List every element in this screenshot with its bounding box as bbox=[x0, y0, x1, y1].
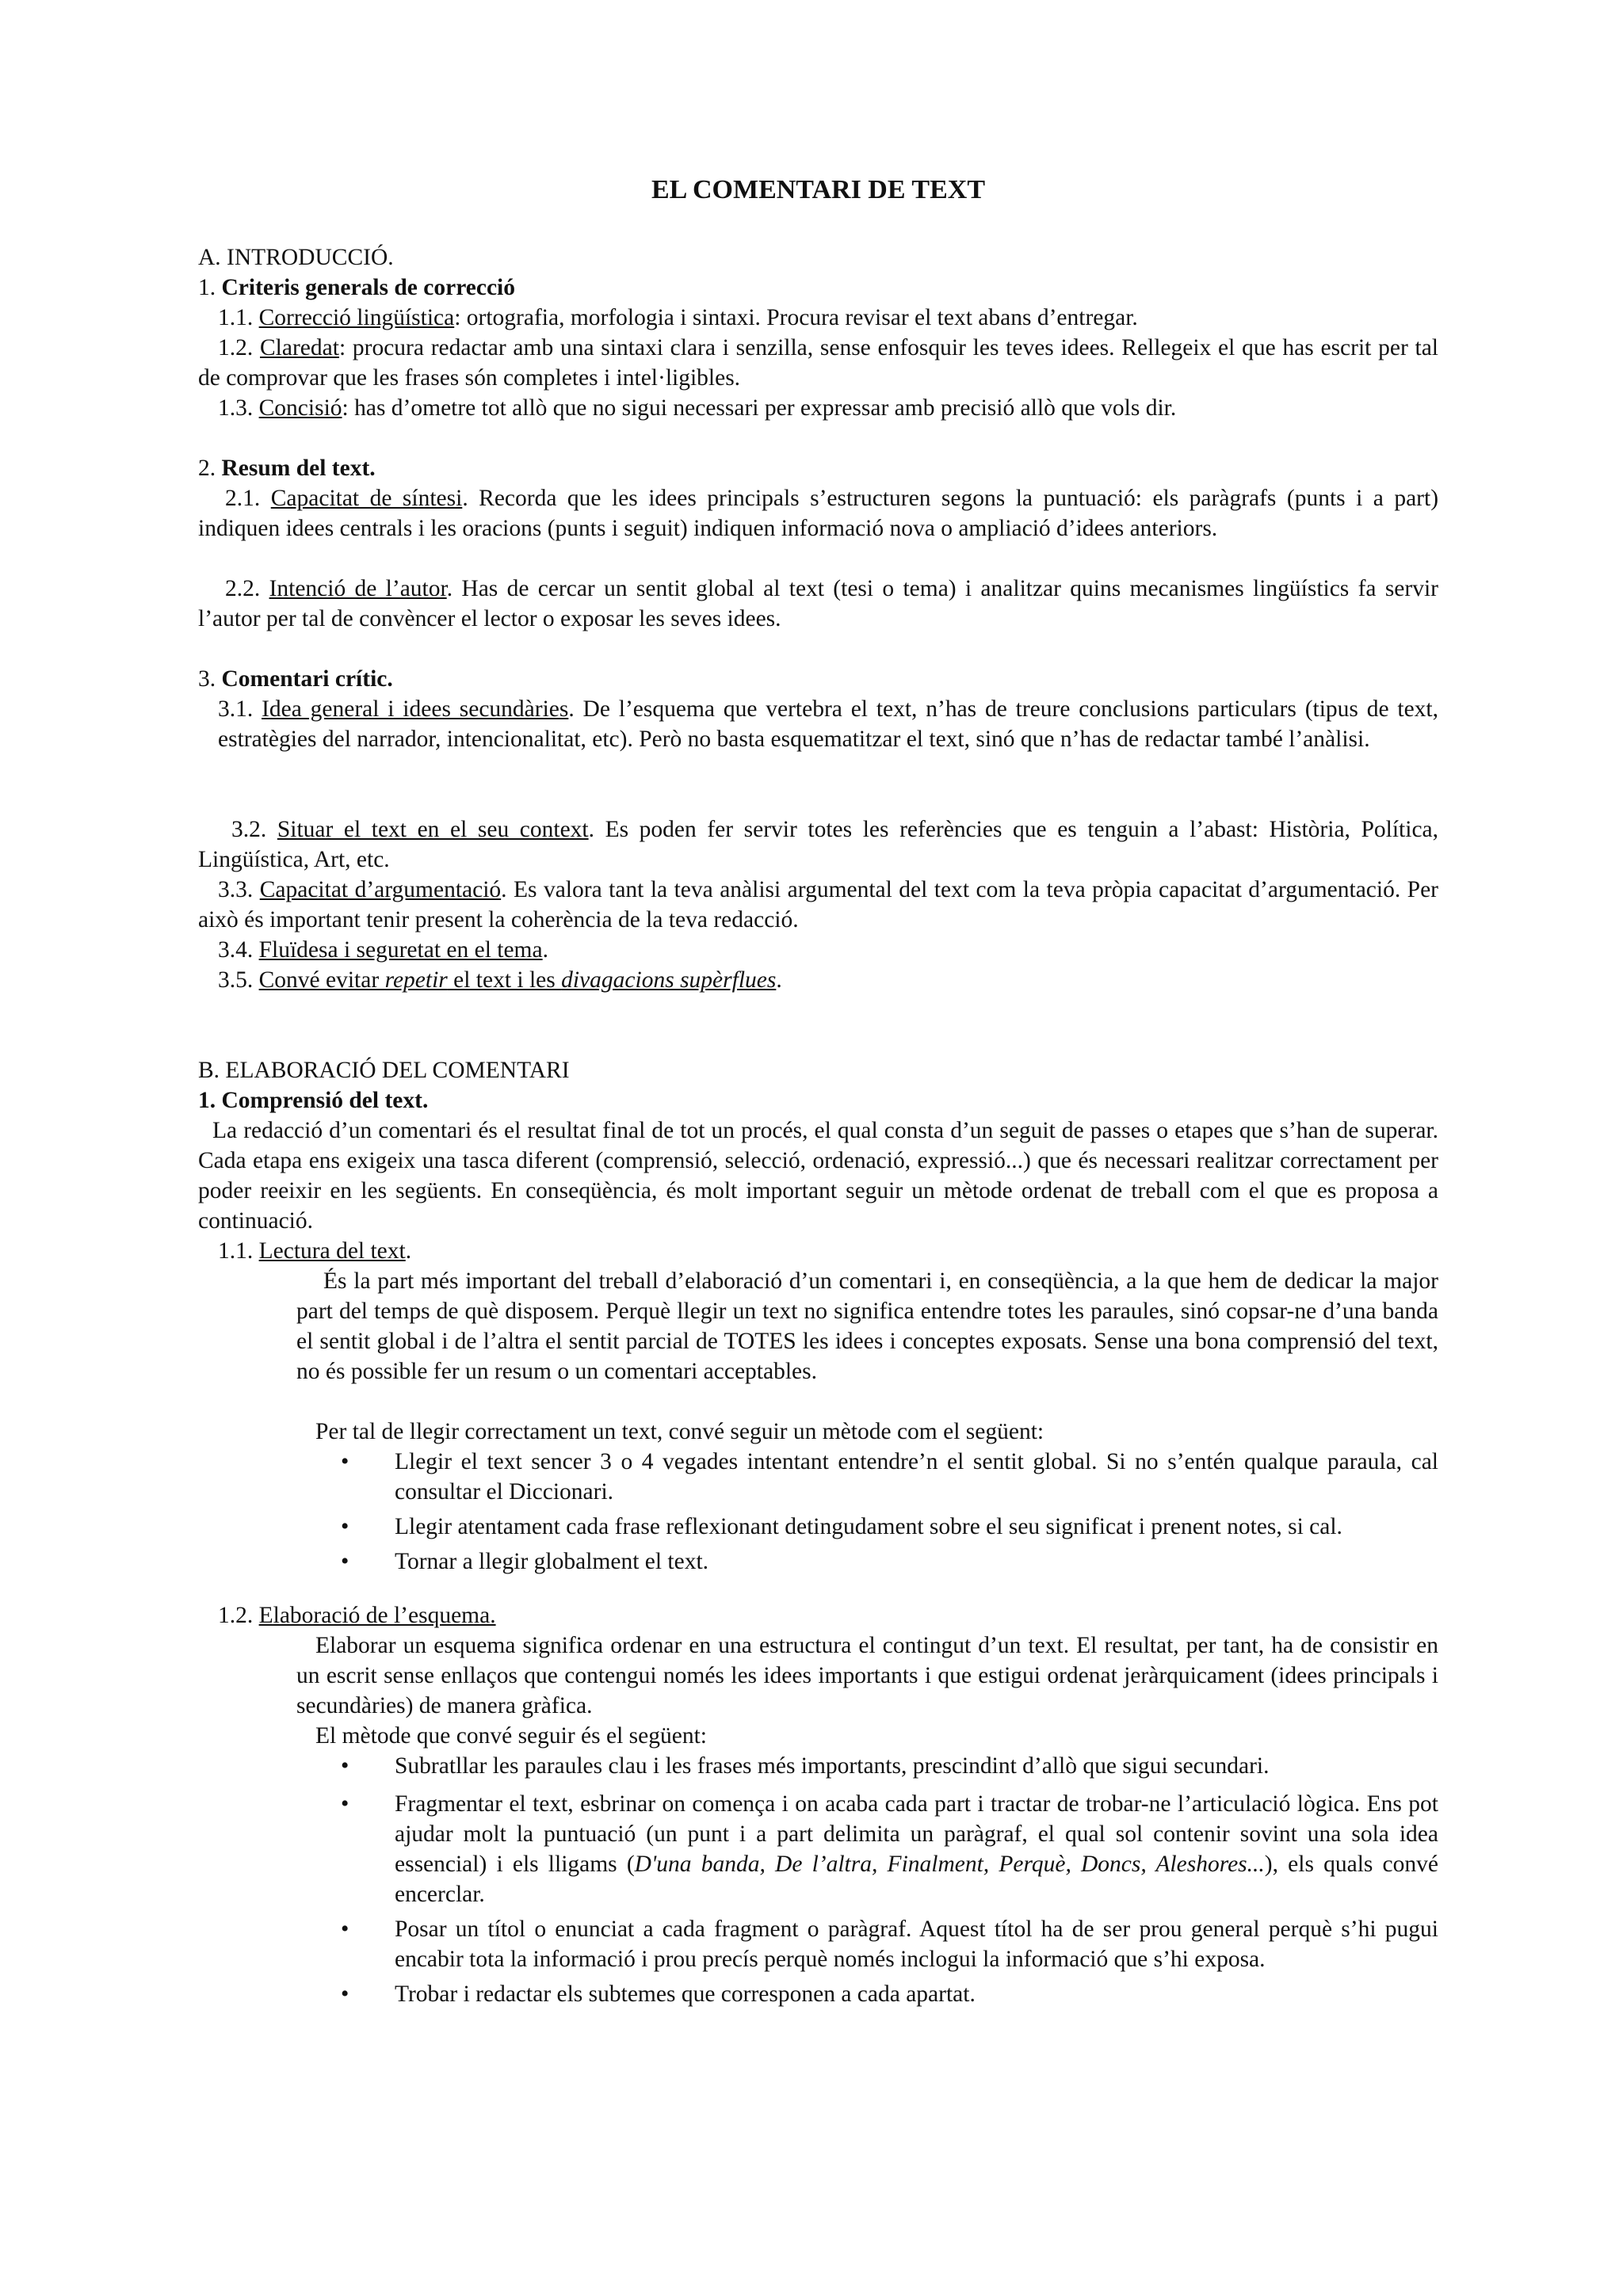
item-text: : has d’ometre tot allò que no sigui necessari per expressar amb precisió allò que vols dir. bbox=[342, 395, 1177, 421]
item-text: . Recorda que les idees principals s’estructuren segons la puntuació: els paràgrafs (punts i a part) indiquen idees centrals i les oracions (punts i seguit) indiquen informació nova o ampliació d’idees anteriors. bbox=[198, 486, 1439, 541]
reading-method-intro: Per tal de llegir correctament un text, convé seguir un mètode com el següent: bbox=[315, 1419, 1044, 1444]
list-item-text: Trobar i redactar els subtemes que corresponen a cada apartat. bbox=[395, 1981, 976, 2007]
bullet-icon: • bbox=[341, 1549, 349, 1574]
item-text: . Es valora tant la teva anàlisi argumental del text com la teva pròpia capacitat d’argumentació. Per això és important tenir present la coherència de la teva redacció. bbox=[198, 877, 1438, 933]
item-term: Concisió bbox=[258, 395, 342, 421]
item-num: 1.1. bbox=[218, 305, 259, 330]
item-num: 1.2. bbox=[218, 1603, 259, 1628]
item-text: . Es poden fer servir totes les referències que es tenguin a l’abast: Història, Política, Lingüística, Art, etc. bbox=[198, 817, 1439, 872]
item-term: Elaboració de l’esquema. bbox=[258, 1603, 496, 1628]
reading-paragraph: És la part més important del treball d’elaboració d’un comentari i, en conseqüència, a la que hem de dedicar la major part del temps de què disposem. Perquè llegir un text no significa entendre totes les paraules, sinó copsar-ne d’una banda el sentit global i de l’altra el sentit parcial de TOTES les idees i conceptes exposats. Sense una bona comprensió del text, no és possible fer un resum o un comentari acceptables. bbox=[296, 1268, 1438, 1384]
item-2-2 bbox=[198, 574, 1438, 634]
item-num: 1.2. bbox=[218, 335, 260, 360]
item-term: Fluïdesa i seguretat en el tema bbox=[258, 937, 543, 963]
item-term: Correcció lingüística bbox=[258, 305, 455, 330]
outline-paragraph: Elaborar un esquema significa ordenar en una estructura el contingut d’un text. El resultat, per tant, ha de consistir en un escrit sense enllaços que contengui només les idees importants i que estigui ordenat jeràrquicament (idees principals i secundàries) de manera gràfica. bbox=[296, 1633, 1438, 1718]
critical-heading bbox=[198, 664, 1438, 694]
item-text: : procura redactar amb una sintaxi clara i senzilla, sense enfosquir les teves idees. Rellegeix el que has escrit per tal de comprovar que les frases són completes i intel·ligibles. bbox=[198, 335, 1438, 391]
outline-heading bbox=[218, 1600, 1438, 1630]
item-num: 2.2. bbox=[225, 576, 269, 601]
summary-num: 2. bbox=[198, 456, 222, 481]
bullet-icon: • bbox=[341, 1514, 349, 1539]
section-b-heading: B. ELABORACIÓ DEL COMENTARI bbox=[198, 1058, 570, 1083]
section-a-heading: A. INTRODUCCIÓ. bbox=[198, 245, 394, 270]
item-3-1 bbox=[218, 694, 1438, 754]
item-1-2 bbox=[198, 333, 1438, 393]
item-term: Idea general i idees secundàries bbox=[262, 696, 569, 722]
list-item bbox=[341, 1512, 1438, 1542]
list-item bbox=[341, 1547, 1438, 1577]
item-term bbox=[259, 967, 777, 993]
item-num: 3.3. bbox=[218, 877, 260, 902]
list-item bbox=[341, 1447, 1438, 1507]
item-num: 3.2. bbox=[231, 817, 277, 842]
item-term: Capacitat de síntesi bbox=[270, 486, 463, 511]
reading-steps-list bbox=[341, 1447, 1438, 1577]
list-item-text: Llegir el text sencer 3 o 4 vegades intentant entendre’n el sentit global. Si no s’entén qualque paraula, cal consultar el Diccionari. bbox=[395, 1449, 1438, 1505]
list-item-italic: D'una banda, De l’altra, Finalment, Perquè, Doncs, Aleshores... bbox=[634, 1852, 1265, 1877]
critical-title: Comentari crític. bbox=[221, 666, 393, 692]
item-text: . bbox=[542, 937, 548, 963]
list-item-text: Tornar a llegir globalment el text. bbox=[395, 1549, 709, 1574]
item-term: Capacitat d’argumentació bbox=[259, 877, 502, 902]
item-num: 1.1. bbox=[218, 1238, 259, 1264]
summary-heading bbox=[198, 453, 1438, 483]
criteria-heading bbox=[198, 273, 1438, 303]
list-item bbox=[341, 1789, 1438, 1909]
comprehension-heading: 1. Comprensió del text. bbox=[198, 1088, 429, 1113]
list-item bbox=[341, 1979, 1438, 2009]
item-text: : ortografia, morfologia i sintaxi. Procura revisar el text abans d’entregar. bbox=[454, 305, 1138, 330]
bullet-icon: • bbox=[341, 1981, 349, 2007]
term-italic: divagacions supèrflues bbox=[561, 967, 777, 993]
term-part: Convé evitar bbox=[258, 967, 385, 993]
item-3-4 bbox=[218, 935, 1438, 965]
section-b-intro: La redacció d’un comentari és el resultat final de tot un procés, el qual consta d’un seguit de passes o etapes que s’han de superar. Cada etapa ens exigeix una tasca diferent (comprensió, selecció, ordenació, expressió...) que és necessari realitzar correctament per poder reeixir en les següents. En conseqüència, és molt important seguir un mètode ordenat de treball com el que es proposa a continuació. bbox=[198, 1118, 1438, 1234]
item-text: . bbox=[405, 1238, 412, 1264]
item-text: . De l’esquema que vertebra el text, n’has de treure conclusions particulars (tipus de text, estratègies del narrador, intencionalitat, etc). Però no basta esquematitzar el text, sinó que n’has de redactar també l’anàlisi. bbox=[218, 696, 1438, 752]
item-num: 3.4. bbox=[218, 937, 259, 963]
list-item-text: Posar un títol o enunciat a cada fragment o paràgraf. Aquest títol ha de ser prou general perquè s’hi pugui encabir tota la informació i prou precís perquè només inclogui la informació que s’hi exposa. bbox=[395, 1917, 1438, 1972]
item-3-2 bbox=[198, 814, 1438, 875]
bullet-icon: • bbox=[341, 1753, 349, 1779]
critical-num: 3. bbox=[198, 666, 222, 692]
item-term: Claredat bbox=[260, 335, 339, 360]
item-2-1 bbox=[198, 483, 1438, 543]
item-1-1 bbox=[218, 303, 1438, 333]
list-item-text: Fragmentar el text, esbrinar on comença i on acaba cada part i tractar de trobar-ne l’articulació lògica. Ens pot ajudar molt la puntuació (un punt i a part delimita un paràgraf, el qual sol contenir sovint una sola idea essencial) i els lligams ( bbox=[395, 1791, 1438, 1877]
item-num: 3.5. bbox=[218, 967, 259, 993]
document-title: EL COMENTARI DE TEXT bbox=[651, 175, 985, 204]
outline-steps-list bbox=[341, 1751, 1438, 2009]
reading-heading bbox=[218, 1236, 1438, 1266]
bullet-icon: • bbox=[341, 1917, 349, 1942]
item-num: 1.3. bbox=[218, 395, 259, 421]
criteria-num: 1. bbox=[198, 275, 222, 300]
item-num: 3.1. bbox=[218, 696, 262, 722]
list-item-text: Subratllar les paraules clau i les frases més importants, prescindint d’allò que sigui secundari. bbox=[395, 1753, 1270, 1779]
term-part: el text i les bbox=[447, 967, 562, 993]
bullet-icon: • bbox=[341, 1791, 349, 1817]
item-1-3 bbox=[198, 393, 1438, 423]
item-3-3 bbox=[198, 875, 1438, 935]
list-item bbox=[341, 1914, 1438, 1974]
item-term: Situar el text en el seu context bbox=[277, 817, 589, 842]
bullet-icon: • bbox=[341, 1449, 349, 1474]
item-term: Intenció de l’autor bbox=[269, 576, 447, 601]
list-item bbox=[341, 1751, 1438, 1781]
criteria-title: Criteris generals de correcció bbox=[221, 275, 515, 300]
item-3-5 bbox=[218, 965, 1438, 995]
item-text: . Has de cercar un sentit global al text (tesi o tema) i analitzar quins mecanismes lingüístics fa servir l’autor per tal de convèncer el lector o exposar les seves idees. bbox=[198, 576, 1438, 631]
item-text: . bbox=[776, 967, 782, 993]
list-item-text: Llegir atentament cada frase reflexionant detingudament sobre el seu significat i prenent notes, si cal. bbox=[395, 1514, 1342, 1539]
item-term: Lectura del text bbox=[258, 1238, 406, 1264]
term-italic: repetir bbox=[384, 967, 448, 993]
item-num: 2.1. bbox=[225, 486, 271, 511]
outline-method-intro: El mètode que convé seguir és el següent: bbox=[315, 1723, 707, 1749]
list-item-text: ), els quals convé encerclar. bbox=[395, 1852, 1438, 1907]
summary-title: Resum del text. bbox=[221, 456, 376, 481]
